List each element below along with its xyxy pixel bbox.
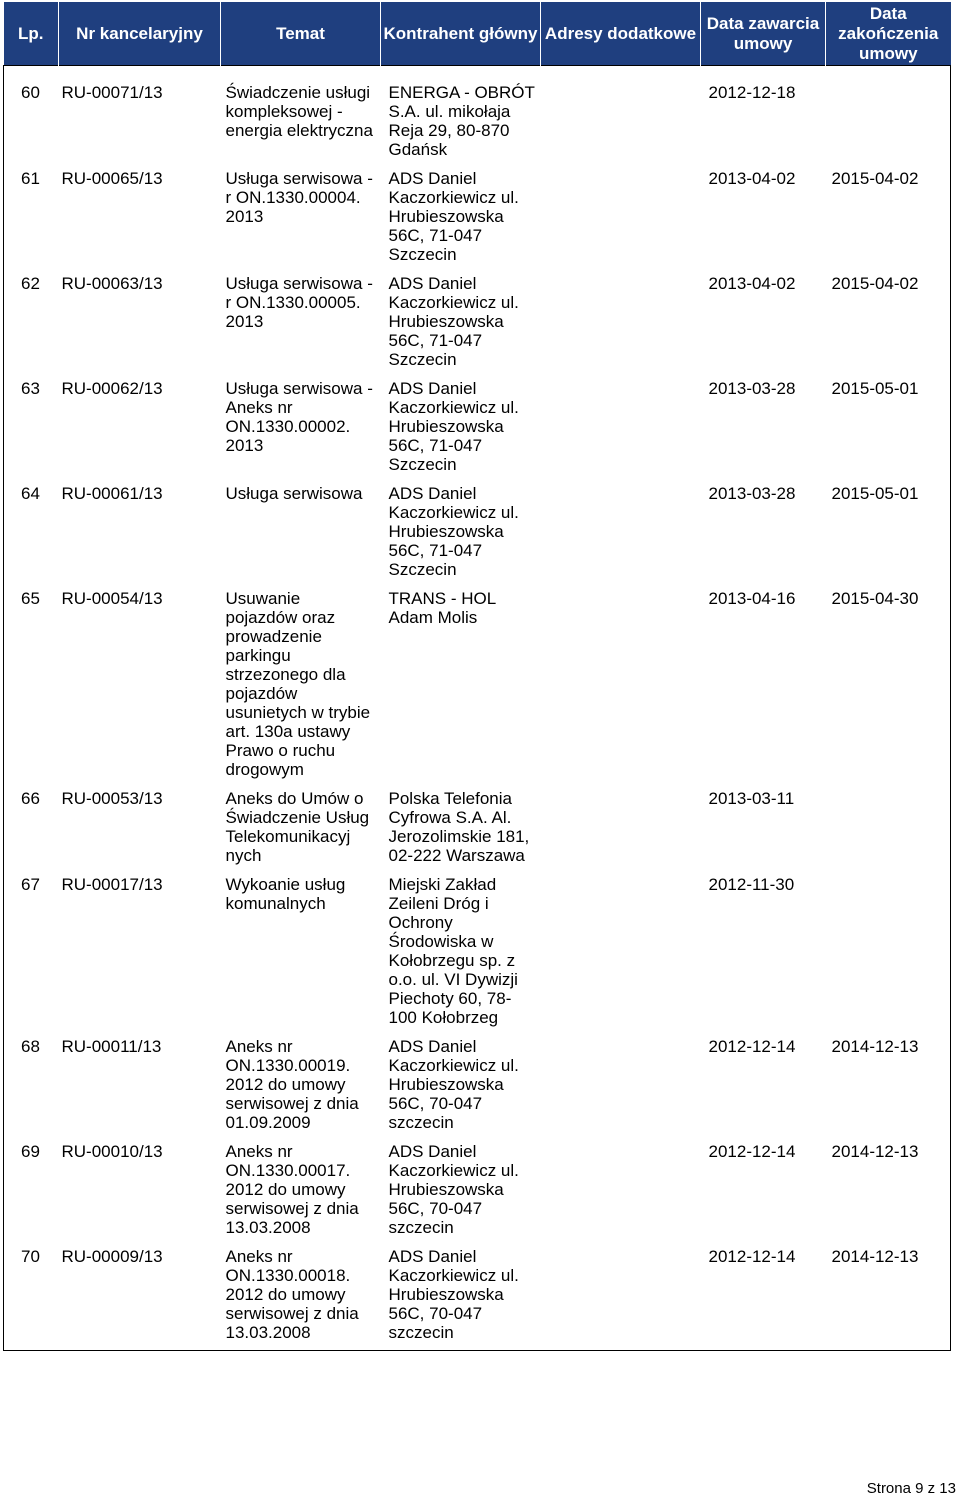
cell-addresses (541, 379, 701, 484)
cell-topic: Aneks nr ON.1330.00017. 2012 do umowy serwisowej z dnia 13.03.2008 (225, 1142, 359, 1237)
cell-end-date (826, 66, 951, 170)
cell-lp: 69 (21, 1142, 40, 1161)
page-number: Strona 9 z 13 (866, 1480, 956, 1497)
cell-end-date: 2014-12-13 (831, 1247, 919, 1266)
cell-nr: RU-00011/13 (61, 1037, 162, 1056)
cell-start-date: 2012-12-14 (708, 1037, 796, 1056)
cell-contractor: ADS Daniel Kaczorkiewicz ul. Hrubieszowska 56C, 71-047 Szczecin (388, 379, 519, 474)
cell-end-date: 2014-12-13 (831, 1142, 919, 1161)
cell-nr: RU-00053/13 (61, 789, 163, 808)
cell-addresses (541, 274, 701, 379)
cell-nr: RU-00071/13 (61, 83, 163, 102)
cell-nr: RU-00065/13 (61, 169, 163, 188)
cell-nr: RU-00062/13 (61, 379, 163, 398)
table-row (4, 789, 951, 875)
cell-topic: Wykoanie usług komunalnych (225, 875, 346, 913)
table-row (4, 1142, 951, 1247)
cell-contractor: ADS Daniel Kaczorkiewicz ul. Hrubieszowska 56C, 71-047 Szczecin (388, 274, 519, 369)
cell-start-date: 2013-04-16 (708, 589, 796, 608)
cell-end-date (826, 789, 951, 875)
table-row (4, 379, 951, 484)
table-row (4, 1037, 951, 1142)
cell-addresses (541, 169, 701, 274)
cell-start-date: 2012-11-30 (708, 875, 795, 894)
cell-contractor: Miejski Zakład Zeileni Dróg i Ochrony Środowiska w Kołobrzegu sp. z o.o. ul. VI Dywizji Piechoty 60, 78-100 Kołobrzeg (388, 875, 518, 1027)
cell-contractor: ADS Daniel Kaczorkiewicz ul. Hrubieszowska 56C, 71-047 Szczecin (388, 169, 519, 264)
table-row (4, 875, 951, 1037)
cell-lp: 68 (21, 1037, 40, 1056)
cell-addresses (541, 589, 701, 789)
table-body (4, 66, 951, 1351)
cell-nr: RU-00063/13 (61, 274, 163, 293)
cell-topic: Usługa serwisowa -r ON.1330.00004. 2013 (225, 169, 373, 226)
cell-lp: 64 (21, 484, 40, 503)
cell-contractor: Polska Telefonia Cyfrowa S.A. Al. Jerozolimskie 181, 02-222 Warszawa (388, 789, 530, 865)
cell-lp: 60 (21, 83, 40, 102)
cell-topic: Świadczenie usługi kompleksowej - energia elektryczna (225, 83, 373, 140)
table-row (4, 66, 951, 170)
cell-nr: RU-00009/13 (61, 1247, 163, 1266)
cell-end-date: 2015-05-01 (831, 484, 919, 503)
cell-topic: Usługa serwisowa - Aneks nr ON.1330.00002. 2013 (225, 379, 373, 455)
header-lp: Lp. (4, 2, 59, 66)
cell-contractor: ENERGA - OBRÓT S.A. ul. mikołaja Reja 29, 80-870 Gdańsk (388, 83, 535, 159)
cell-contractor: TRANS - HOL Adam Molis (388, 589, 496, 627)
cell-topic: Aneks nr ON.1330.00019. 2012 do umowy serwisowej z dnia 01.09.2009 (225, 1037, 359, 1132)
cell-lp: 66 (21, 789, 40, 808)
table-header (4, 2, 951, 66)
cell-end-date: 2015-05-01 (831, 379, 919, 398)
cell-nr: RU-00054/13 (61, 589, 163, 608)
cell-end-date: 2014-12-13 (831, 1037, 919, 1056)
cell-lp: 62 (21, 274, 40, 293)
header-nr: Nr kancelaryjny (59, 2, 221, 66)
cell-start-date: 2013-03-28 (708, 484, 796, 503)
cell-contractor: ADS Daniel Kaczorkiewicz ul. Hrubieszowska 56C, 70-047 szczecin (388, 1247, 519, 1342)
cell-end-date (826, 875, 951, 1037)
header-start-date: Data zawarcia umowy (701, 2, 826, 66)
cell-contractor: ADS Daniel Kaczorkiewicz ul. Hrubieszowska 56C, 70-047 szczecin (388, 1037, 519, 1132)
cell-addresses (541, 1247, 701, 1351)
cell-lp: 61 (21, 169, 40, 188)
cell-start-date: 2012-12-14 (708, 1247, 796, 1266)
header-topic: Temat (221, 2, 381, 66)
table-row (4, 484, 951, 589)
cell-end-date: 2015-04-02 (831, 169, 919, 188)
header-end-date: Data zakończenia umowy (826, 2, 951, 66)
cell-lp: 63 (21, 379, 40, 398)
cell-topic: Usuwanie pojazdów oraz prowadzenie parkingu strzezonego dla pojazdów usunietych w trybie art. 130a ustawy Prawo o ruchu drogowym (225, 589, 371, 779)
cell-lp: 70 (21, 1247, 40, 1266)
cell-start-date: 2012-12-14 (708, 1142, 796, 1161)
cell-nr: RU-00017/13 (61, 875, 163, 894)
table-row (4, 274, 951, 379)
cell-lp: 67 (21, 875, 40, 894)
cell-nr: RU-00061/13 (61, 484, 163, 503)
cell-end-date: 2015-04-02 (831, 274, 919, 293)
cell-addresses (541, 875, 701, 1037)
cell-topic: Aneks do Umów o Świadczenie Usług Telekomunikacyj nych (225, 789, 370, 865)
cell-start-date: 2012-12-18 (708, 83, 796, 102)
table-row (4, 1247, 951, 1351)
cell-start-date: 2013-03-28 (708, 379, 796, 398)
table-row (4, 169, 951, 274)
cell-topic: Usługa serwisowa (225, 484, 363, 503)
cell-start-date: 2013-03-11 (708, 789, 795, 808)
header-contractor: Kontrahent główny (381, 2, 541, 66)
cell-lp: 65 (21, 589, 40, 608)
header-addresses: Adresy dodatkowe (541, 2, 701, 66)
cell-start-date: 2013-04-02 (708, 169, 796, 188)
cell-addresses (541, 789, 701, 875)
cell-addresses (541, 66, 701, 170)
cell-topic: Usługa serwisowa -r ON.1330.00005. 2013 (225, 274, 373, 331)
cell-addresses (541, 1037, 701, 1142)
cell-addresses (541, 1142, 701, 1247)
contracts-table (3, 2, 951, 1351)
cell-nr: RU-00010/13 (61, 1142, 163, 1161)
cell-addresses (541, 484, 701, 589)
cell-end-date: 2015-04-30 (831, 589, 919, 608)
cell-contractor: ADS Daniel Kaczorkiewicz ul. Hrubieszowska 56C, 71-047 Szczecin (388, 484, 519, 579)
cell-contractor: ADS Daniel Kaczorkiewicz ul. Hrubieszowska 56C, 70-047 szczecin (388, 1142, 519, 1237)
cell-topic: Aneks nr ON.1330.00018. 2012 do umowy serwisowej z dnia 13.03.2008 (225, 1247, 359, 1342)
cell-start-date: 2013-04-02 (708, 274, 796, 293)
table-row (4, 589, 951, 789)
